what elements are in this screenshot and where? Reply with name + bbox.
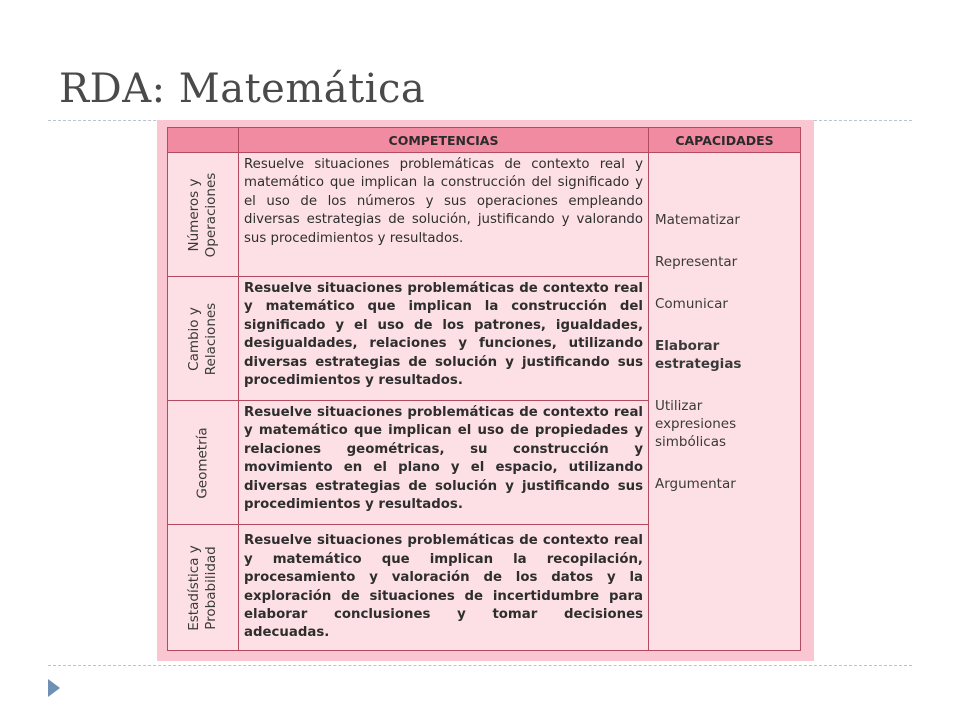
competencies-table <box>167 127 801 651</box>
slide-title: RDA: Matemática <box>59 66 426 112</box>
capacidad-utilizar-expresiones: Utilizar expresiones simbólicas <box>655 398 737 450</box>
footer-divider <box>48 665 912 666</box>
capacidad-representar: Representar <box>655 254 738 270</box>
competencia-cell-cambio: Resuelve situaciones problemáticas de contexto real y matemático que implican la construcción del significado y el uso de los patrones, igualdades, desigualdades, relaciones y funciones, utilizando diversas estrategias de solución y justificando sus procedimientos y resultados. <box>239 277 649 401</box>
capacidad-elaborar-estrategias: Elaborar estrategias <box>655 338 742 372</box>
capacidad-argumentar: Argumentar <box>655 476 736 492</box>
header-competencias: COMPETENCIAS <box>239 128 649 153</box>
domain-label-estadistica: Estadística y Probabilidad <box>186 544 219 631</box>
domain-label-cambio: Cambio y Relaciones <box>186 302 219 375</box>
domain-cell <box>168 525 239 651</box>
domain-label-geometria: Geometría <box>194 426 211 499</box>
domain-cell <box>168 153 239 277</box>
header-domain <box>168 128 239 153</box>
domain-cell <box>168 277 239 401</box>
competencia-cell-geometria: Resuelve situaciones problemáticas de contexto real y matemático que implican el uso de propiedades y relaciones geométricas, su construcción y movimiento en el plano y el espacio, utilizando diversas estrategias de solución y justificando sus procedimientos y resultados. <box>239 401 649 525</box>
capacidad-matematizar: Matematizar <box>655 212 740 228</box>
capacidades-list <box>655 211 796 517</box>
bullet-triangle-icon <box>48 679 60 697</box>
header-capacidades: CAPACIDADES <box>649 128 801 153</box>
competencia-cell-numeros: Resuelve situaciones problemáticas de contexto real y matemático que implican la construcción del significado y el uso de los números y sus operaciones empleando diversas estrategias de solución, justificando y valorando sus procedimientos y resultados. <box>239 153 649 277</box>
domain-cell <box>168 401 239 525</box>
domain-label-numeros: Números y Operaciones <box>186 172 219 257</box>
competencies-table-image <box>157 120 814 661</box>
capacidades-cell <box>649 153 801 651</box>
table-header-row <box>168 128 801 153</box>
competencia-cell-estadistica: Resuelve situaciones problemáticas de contexto real y matemático que implican la recopilación, procesamiento y valoración de los datos y la exploración de situaciones de incertidumbre para elaborar conclusiones y tomar decisiones adecuadas. <box>239 525 649 651</box>
table-row <box>168 153 801 277</box>
capacidad-comunicar: Comunicar <box>655 296 728 312</box>
